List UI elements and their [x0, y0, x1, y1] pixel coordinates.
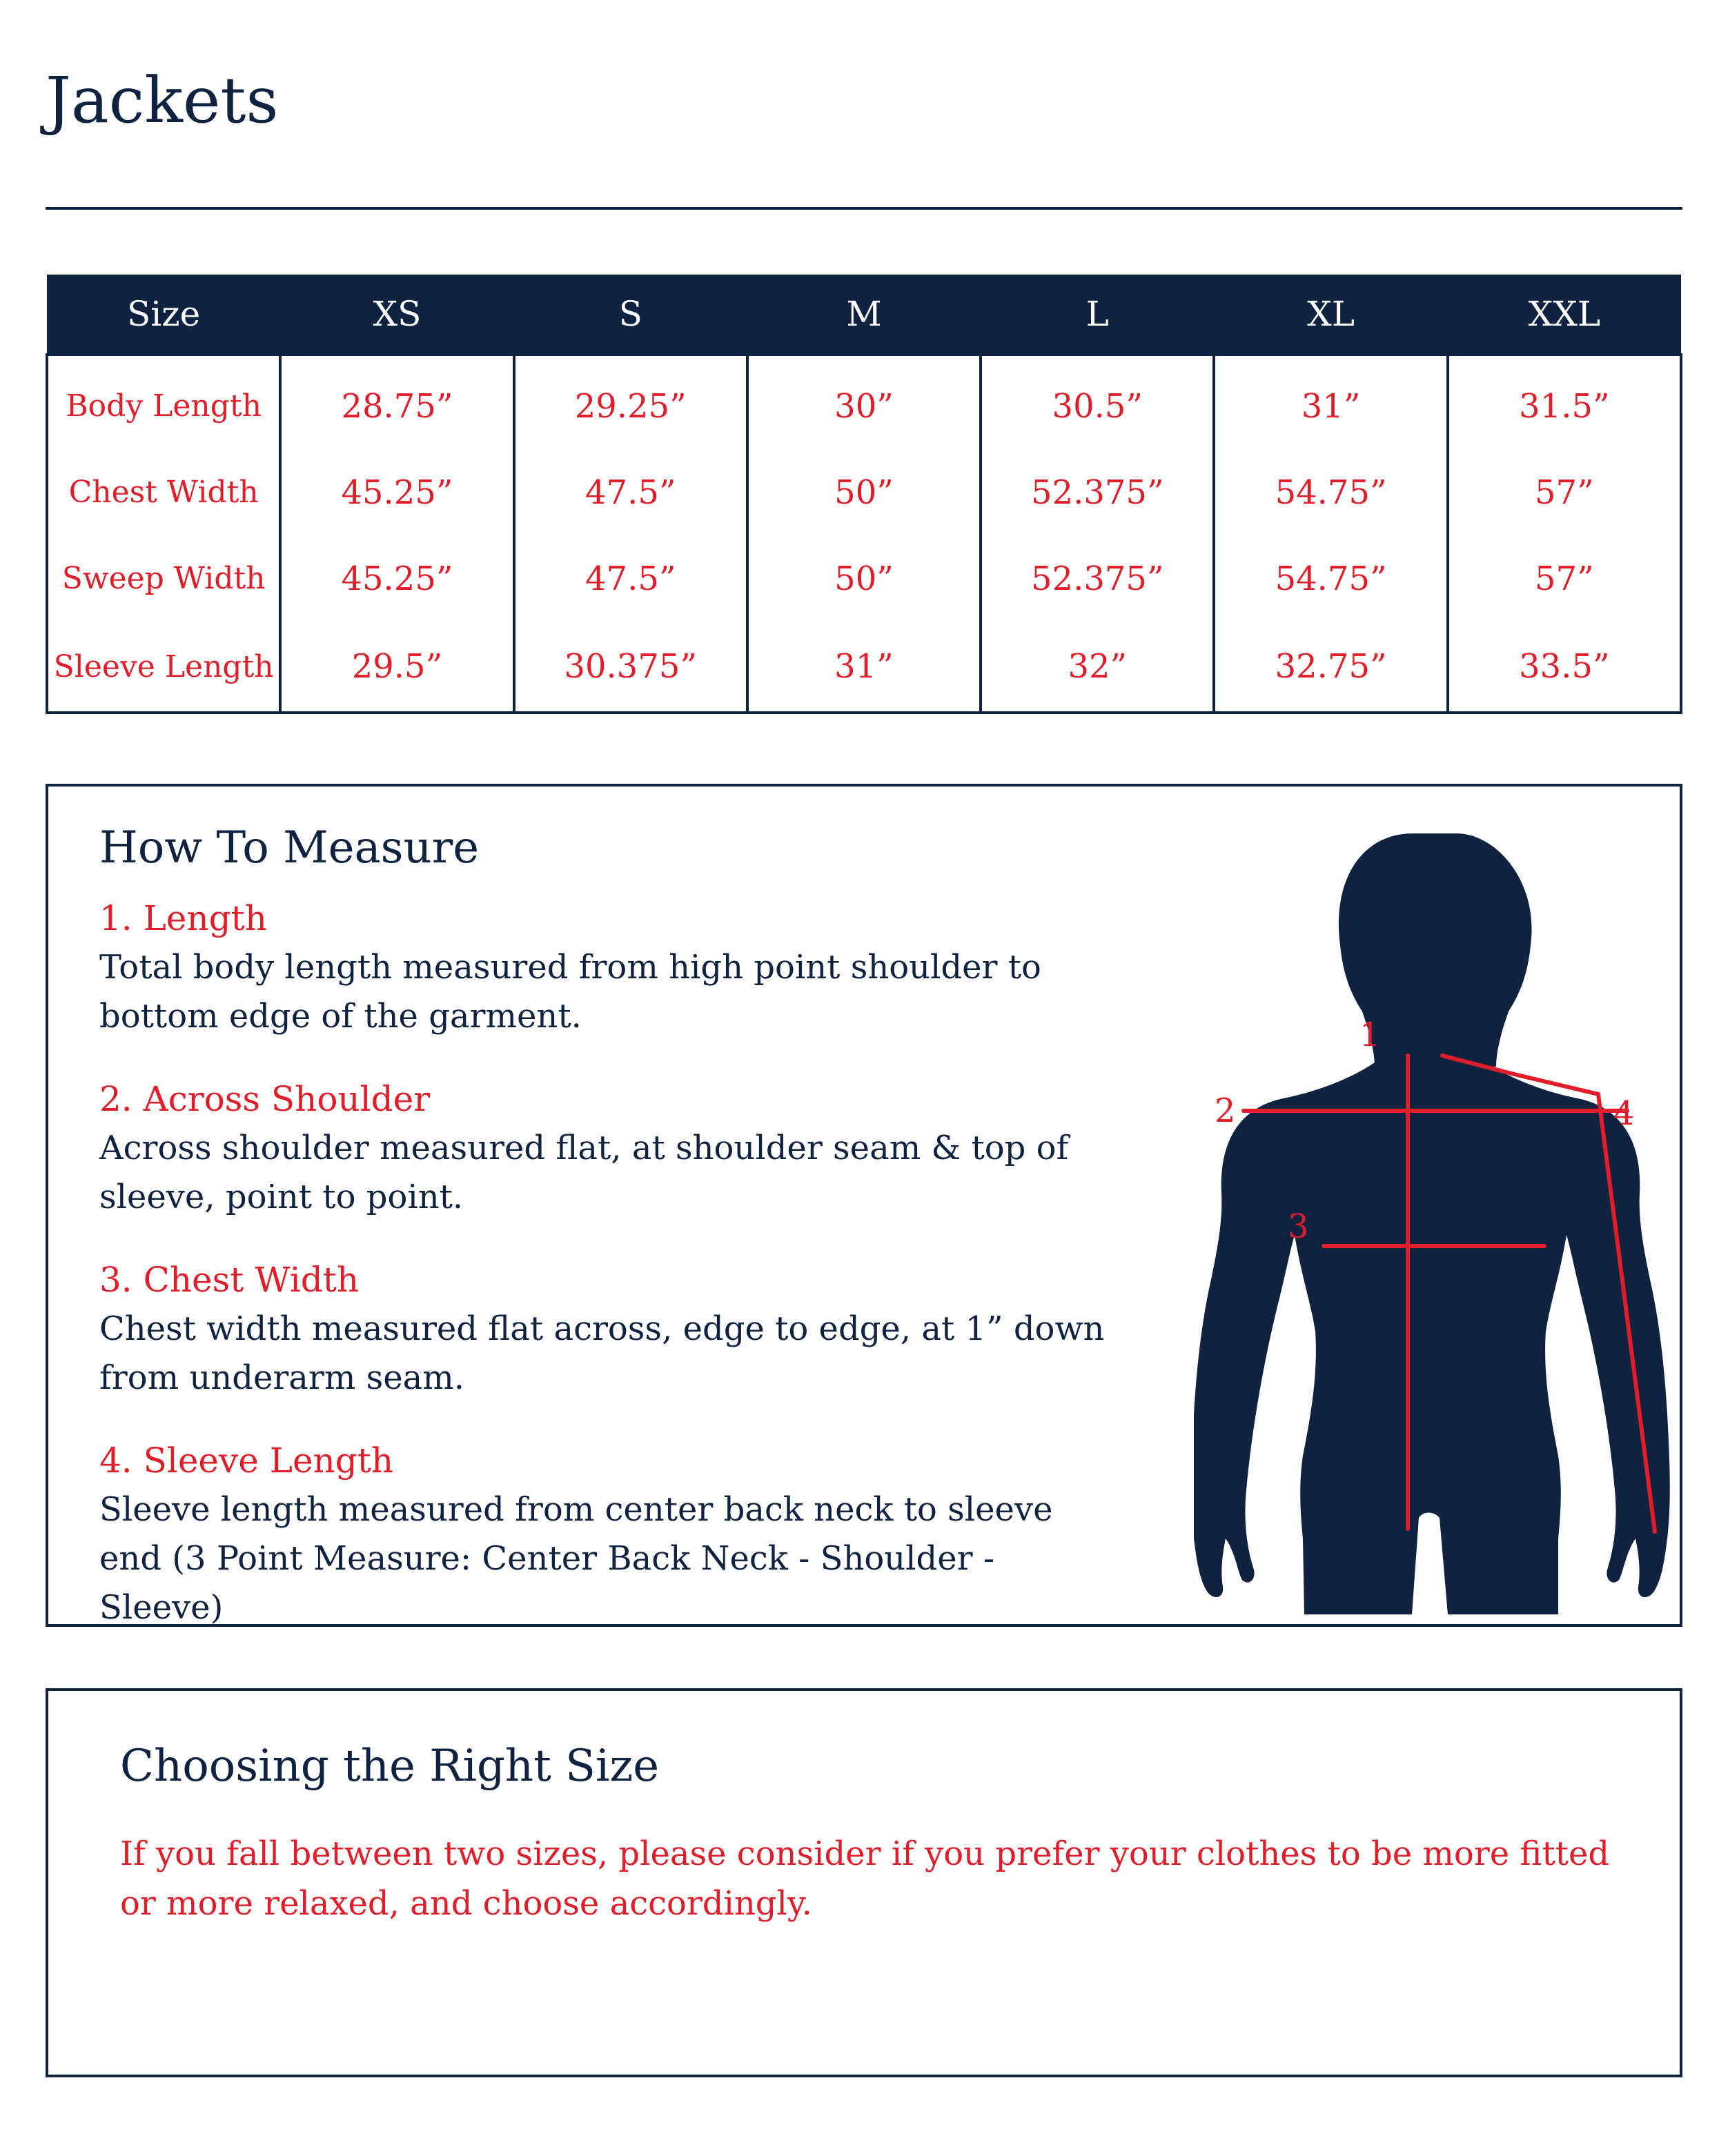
table-row: [47, 622, 1681, 713]
header-xxl: XXL: [1448, 275, 1681, 355]
measure-step-shoulder: [99, 1078, 1121, 1222]
measure-step-length: [99, 897, 1121, 1041]
table-cell: 30.5”: [981, 355, 1214, 449]
choosing-size-heading: Choosing the Right Size: [120, 1741, 660, 1792]
row-label: Chest Width: [47, 449, 280, 535]
table-cell: 54.75”: [1214, 449, 1447, 535]
table-cell: 32”: [981, 622, 1214, 713]
table-cell: 47.5”: [514, 535, 747, 622]
table-cell: 31”: [747, 622, 981, 713]
step-text: Chest width measured flat across, edge to edge, at 1” down from underarm seam.: [99, 1309, 1105, 1397]
row-label: Body Length: [47, 355, 280, 449]
step-title: 4. Sleeve Length: [99, 1441, 394, 1481]
table-cell: 45.25”: [280, 449, 513, 535]
choosing-size-text: If you fall between two sizes, please consider if you prefer your clothes to be more fitted or more relaxed, and choose accordingly.: [120, 1834, 1610, 1923]
step-text: Across shoulder measured flat, at shoulder seam & top of sleeve, point to point.: [99, 1128, 1069, 1216]
header-l: L: [981, 275, 1214, 355]
table-cell: 29.25”: [514, 355, 747, 449]
figure-label-4: 4: [1613, 1094, 1635, 1133]
step-title: 3. Chest Width: [99, 1260, 360, 1300]
table-cell: 28.75”: [280, 355, 513, 449]
table-cell: 57”: [1448, 449, 1681, 535]
title-divider: [46, 207, 1682, 210]
step-title: 2. Across Shoulder: [99, 1079, 431, 1119]
step-text: Total body length measured from high point shoulder to bottom edge of the garment.: [99, 947, 1041, 1036]
figure-label-3: 3: [1288, 1207, 1309, 1246]
table-cell: 54.75”: [1214, 535, 1447, 622]
table-row: [47, 449, 1681, 535]
header-size: Size: [47, 275, 280, 355]
header-xl: XL: [1214, 275, 1447, 355]
row-label: Sweep Width: [47, 535, 280, 622]
table-cell: 52.375”: [981, 535, 1214, 622]
header-m: M: [747, 275, 981, 355]
table-row: [47, 535, 1681, 622]
table-cell: 33.5”: [1448, 622, 1681, 713]
human-torso-silhouette-icon: [1194, 821, 1677, 1621]
table-cell: 47.5”: [514, 449, 747, 535]
table-cell: 32.75”: [1214, 622, 1447, 713]
measure-step-chest: [99, 1258, 1121, 1403]
measure-step-sleeve: [99, 1439, 1121, 1632]
table-header-row: [47, 275, 1681, 355]
how-to-measure-panel: [46, 784, 1682, 1627]
step-title: 1. Length: [99, 898, 267, 938]
table-row: [47, 355, 1681, 449]
table-cell: 30”: [747, 355, 981, 449]
header-s: S: [514, 275, 747, 355]
table-cell: 31.5”: [1448, 355, 1681, 449]
table-cell: 50”: [747, 535, 981, 622]
header-xs: XS: [280, 275, 513, 355]
table-cell: 50”: [747, 449, 981, 535]
table-cell: 45.25”: [280, 535, 513, 622]
figure-label-1: 1: [1359, 1016, 1381, 1054]
step-text: Sleeve length measured from center back neck to sleeve end (3 Point Measure: Center Back Neck - Shoulder - Sleeve): [99, 1490, 1053, 1627]
table-cell: 57”: [1448, 535, 1681, 622]
page-title: Jackets: [46, 63, 279, 137]
choosing-size-panel: [46, 1688, 1682, 2077]
table-cell: 31”: [1214, 355, 1447, 449]
table-cell: 29.5”: [280, 622, 513, 713]
row-label: Sleeve Length: [47, 622, 280, 713]
size-chart-table: [46, 275, 1682, 714]
figure-label-2: 2: [1215, 1091, 1236, 1130]
table-cell: 52.375”: [981, 449, 1214, 535]
table-cell: 30.375”: [514, 622, 747, 713]
how-to-measure-heading: How To Measure: [99, 822, 480, 873]
